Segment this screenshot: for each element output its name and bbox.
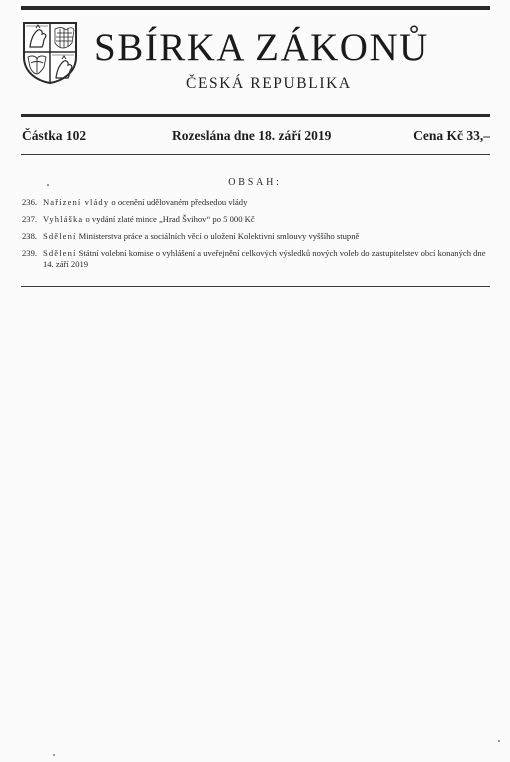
- gazette-title: SBÍRKA ZÁKONŮ: [94, 26, 429, 69]
- item-type: Sdělení: [43, 248, 77, 258]
- header-rule: [21, 114, 490, 117]
- item-number: 238.: [22, 231, 38, 241]
- contents-heading: OBSAH:: [228, 177, 282, 188]
- item-type: Sdělení: [43, 231, 77, 241]
- item-text: o ocenění udělovaném předsedou vlády: [109, 197, 248, 207]
- item-text: o vydání zlaté mince „Hrad Švihov“ po 5 000 Kč: [83, 214, 255, 224]
- item-type: Vyhláška: [43, 214, 84, 224]
- issue-price: Cena Kč 33,–: [413, 128, 490, 143]
- item-number: 236.: [22, 197, 38, 207]
- item-text: Státní volební komise o vyhlášení a uveřejnění celkových výsledků nových voleb do zastupitelstev obcí konaných dne 14. září 2019: [43, 248, 486, 269]
- contents-item[interactable]: [22, 248, 490, 269]
- gazette-subtitle: ČESKÁ REPUBLIKA: [186, 75, 352, 92]
- issue-distribution-date: Rozeslána dne 18. září 2019: [172, 128, 332, 143]
- item-text: Ministerstva práce a sociálních věcí o uložení Kolektivní smlouvy vyššího stupně: [76, 231, 360, 241]
- contents-item[interactable]: [22, 214, 490, 225]
- scan-speck: [498, 740, 500, 742]
- issue-info-row: [22, 126, 490, 146]
- contents-list: [22, 197, 490, 276]
- item-type: Nařízení vlády: [43, 197, 110, 207]
- item-number: 237.: [22, 214, 38, 224]
- coat-of-arms-icon: [22, 21, 78, 85]
- contents-item[interactable]: [22, 197, 490, 208]
- item-number: 239.: [22, 248, 38, 258]
- issue-part: Částka 102: [22, 128, 87, 143]
- contents-item[interactable]: [22, 231, 490, 242]
- scan-speck: [53, 754, 55, 756]
- top-rule: [21, 6, 490, 10]
- issue-rule: [21, 154, 490, 155]
- contents-bottom-rule: [21, 286, 490, 287]
- scan-speck: [47, 184, 49, 186]
